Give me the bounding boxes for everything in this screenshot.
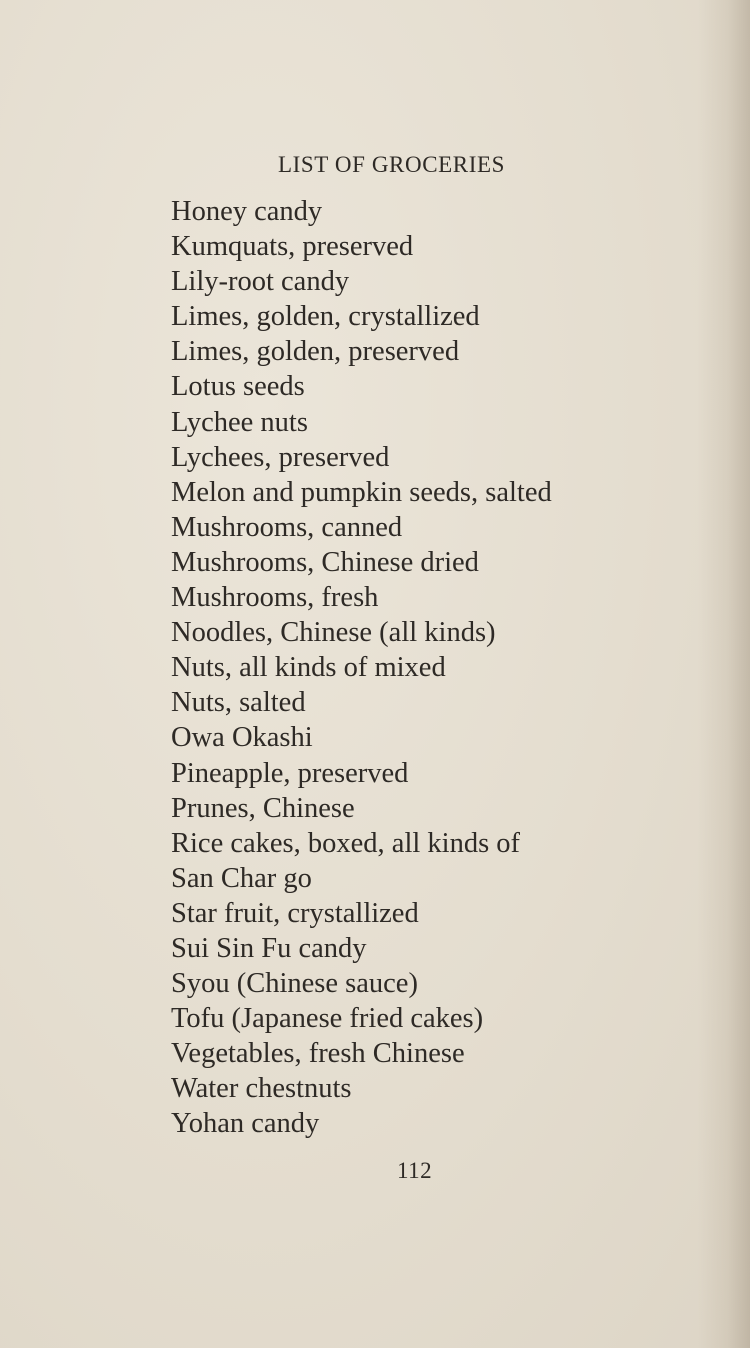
- list-item: Mushrooms, Chinese dried: [171, 546, 479, 578]
- list-item: Rice cakes, boxed, all kinds of: [171, 827, 521, 859]
- list-item: Vegetables, fresh Chinese: [171, 1038, 465, 1070]
- list-item: Sui Sin Fu candy: [171, 932, 367, 964]
- list-item: Star fruit, crystallized: [171, 897, 419, 929]
- list-item: Kumquats, preserved: [171, 231, 414, 263]
- list-item: Lotus seeds: [171, 371, 305, 403]
- list-item: Owa Okashi: [171, 722, 313, 754]
- list-item: Mushrooms, canned: [171, 511, 403, 543]
- list-item: Lily-root candy: [171, 266, 350, 298]
- list-item: Limes, golden, preserved: [171, 336, 460, 368]
- list-item: Mushrooms, fresh: [171, 582, 379, 614]
- list-item: Nuts, all kinds of mixed: [171, 652, 446, 684]
- list-item: Yohan candy: [171, 1108, 320, 1140]
- list-item: San Char go: [171, 862, 312, 894]
- list-item: Lychees, preserved: [171, 441, 390, 473]
- list-item: Melon and pumpkin seeds, salted: [171, 476, 552, 508]
- grocery-list: [171, 194, 552, 1142]
- list-item: Water chestnuts: [171, 1073, 352, 1105]
- list-item: Limes, golden, crystallized: [171, 301, 480, 333]
- list-item: Nuts, salted: [171, 687, 306, 719]
- running-head: LIST OF GROCERIES: [278, 152, 506, 177]
- list-item: Tofu (Japanese fried cakes): [171, 1003, 484, 1035]
- list-item: Honey candy: [171, 196, 323, 227]
- list-item: Syou (Chinese sauce): [171, 968, 418, 1000]
- list-item: Pineapple, preserved: [171, 757, 409, 789]
- list-item: Noodles, Chinese (all kinds): [171, 617, 496, 649]
- list-item: Prunes, Chinese: [171, 792, 355, 824]
- page-number: 112: [397, 1158, 433, 1183]
- list-item: Lychee nuts: [171, 406, 308, 438]
